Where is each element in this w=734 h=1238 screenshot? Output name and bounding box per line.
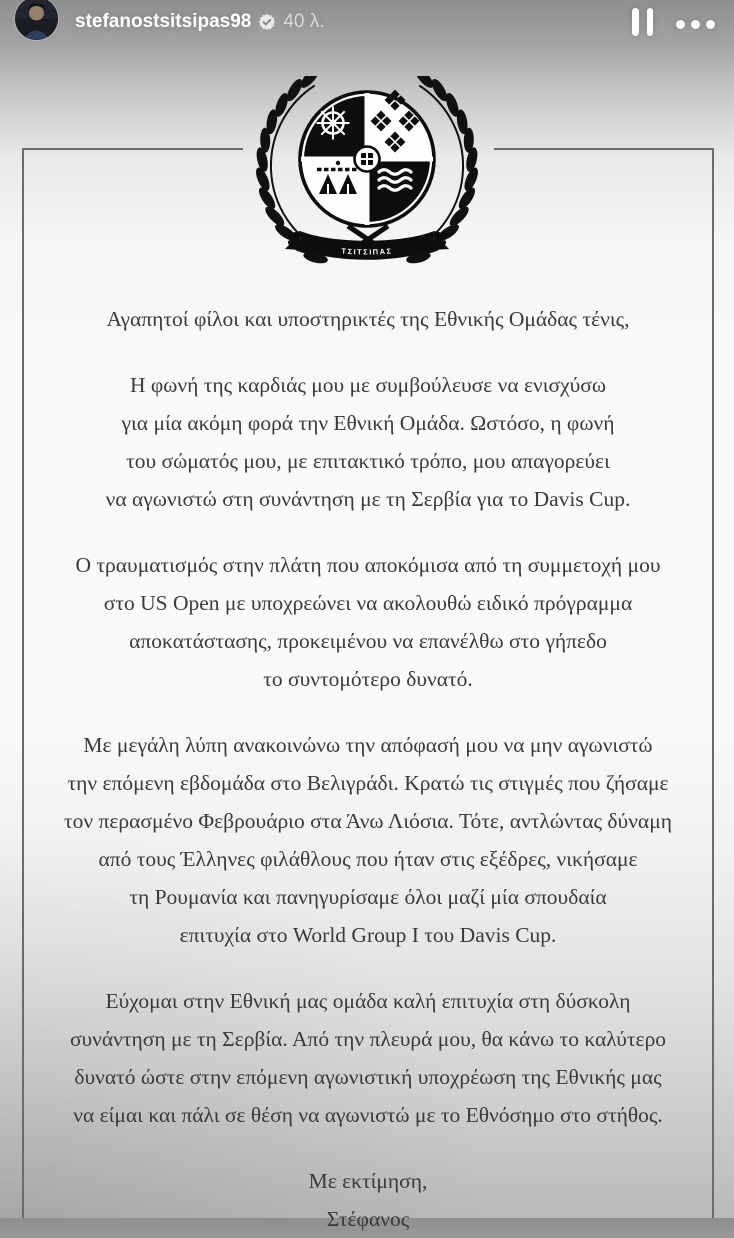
letter-line: να είμαι και πάλι σε θέση να αγωνιστώ με το Εθνόσημο στο στήθος.: [73, 1103, 663, 1127]
ellipsis-icon[interactable]: [676, 17, 724, 31]
letter-line: τη Ρουμανία και πανηγυρίσαμε όλοι μαζί μία σπουδαία: [129, 885, 607, 909]
letter-line: για μία ακόμη φορά την Εθνική Ομάδα. Ωστόσο, η φωνή: [121, 411, 615, 435]
letter-line: να αγωνιστώ στη συνάντηση με τη Σερβία για το Davis Cup.: [105, 487, 631, 511]
letter-line: την επόμενη εβδομάδα στο Βελιγράδι. Κρατώ τις στιγμές που ζήσαμε: [67, 771, 669, 795]
ship-wheel-icon: [317, 107, 350, 140]
letter-line: από τους Έλληνες φιλάθλους που ήταν στις εξέδρες, νικήσαμε: [98, 847, 638, 871]
profile-photo-icon: [15, 0, 58, 40]
letter-frame-top-right: [494, 148, 714, 150]
crest-banner-text: ΤΣΙΤΣΙΠΑΣ: [341, 246, 393, 257]
letter-frame-top-left: [22, 148, 243, 150]
letter-paragraph-3: [22, 726, 714, 954]
story-timestamp: 40 λ.: [283, 11, 325, 32]
tsitsipas-family-crest-icon: [248, 76, 488, 271]
crest-medallion: [355, 147, 380, 172]
letter-line: δυνατό ώστε στην επόμενη αγωνιστική υποχρέωση της Εθνικής μας: [74, 1065, 662, 1089]
letter-line: Η φωνή της καρδιάς μου με συμβούλευσε να ενισχύσω: [129, 373, 607, 397]
letter-line: Ο τραυματισμός στην πλάτη που αποκόμισα από τη συμμετοχή μου: [75, 553, 661, 577]
username[interactable]: stefanostsitsipas98: [75, 11, 252, 32]
story-header: [0, 0, 734, 52]
letter-line: τον περασμένο Φεβρουάριο στα Άνω Λιόσια. Τότε, αντλώντας δύναμη: [64, 809, 672, 833]
letter-body: [22, 300, 714, 1238]
letter-paragraph-1: [22, 366, 714, 518]
letter-line: στο US Open με υποχρεώνει να ακολουθώ ειδικό πρόγραμμα: [103, 591, 633, 615]
letter-paragraph-2: [22, 546, 714, 698]
letter-line: το συντομότερο δυνατό.: [263, 667, 473, 691]
letter-line: του σώματός μου, με επιτακτικό τρόπο, μου απαγορεύει: [126, 449, 610, 473]
letter-line: συνάντηση με τη Σερβία. Από την πλευρά μου, θα κάνω το καλύτερο: [69, 1027, 667, 1051]
letter-line: επιτυχία στο World Group I του Davis Cup.: [179, 923, 557, 947]
letter-salutation: Αγαπητοί φίλοι και υποστηρικτές της Εθνικής Ομάδας τένις,: [106, 307, 630, 331]
letter-line: Με μεγάλη λύπη ανακοινώνω την απόφασή μου να μην αγωνιστώ: [83, 733, 653, 757]
avatar[interactable]: [15, 0, 58, 40]
svg-text:ΤΣΙΤΣΙΠΑΣ: [341, 246, 393, 256]
pause-icon[interactable]: [632, 8, 658, 38]
verified-badge-icon: [259, 14, 275, 30]
letter-signature: Στέφανος: [326, 1207, 410, 1231]
letter-paragraph-4: [22, 982, 714, 1134]
letter-line: αποκατάστασης, προκειμένου να επανέλθω στο γήπεδο: [129, 629, 607, 653]
letter-closing: Με εκτίμηση,: [308, 1169, 428, 1193]
letter-line: Εύχομαι στην Εθνική μας ομάδα καλή επιτυχία στη δύσκολη: [105, 989, 631, 1013]
